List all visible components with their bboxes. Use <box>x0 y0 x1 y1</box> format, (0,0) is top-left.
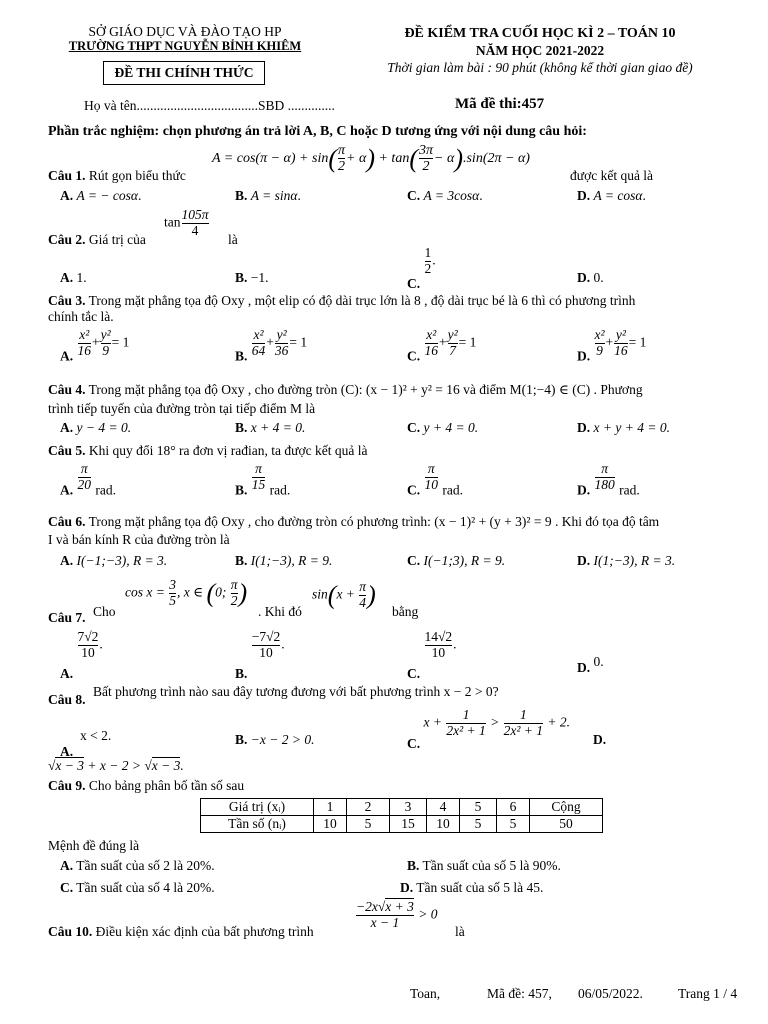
q5-option-a[interactable]: A. $\frac{\pi}{20}$ rad. <box>60 461 116 498</box>
q7-mid: . Khi đó <box>258 604 302 619</box>
q4-option-a[interactable]: A. y − 4 = 0. <box>60 420 132 435</box>
q8-option-a-text: x < 2. <box>80 728 112 743</box>
q5-option-d[interactable]: D. $\frac{\pi}{180}$ rad. <box>577 461 640 498</box>
table-cell: Cộng <box>530 799 603 816</box>
exam-code: Mã đề thi:457 <box>455 96 545 112</box>
q3-stem: Câu 3. Trong mặt phẳng tọa độ Oxy , một elip có độ dài trục lớn là 8 , độ dài trục bé là 6 thì có phương trình <box>48 293 636 308</box>
q3-option-a[interactable]: A. $\frac{\text{x²}}{16}$ + $\frac{\text{y²}}{9}$ = 1 <box>60 327 130 364</box>
table-cell: 1 <box>314 799 347 816</box>
q2-option-c[interactable]: C. $\frac{1}{2}$ . <box>407 245 436 292</box>
table-cell: 3 <box>390 799 427 816</box>
q7-cho: Cho <box>93 604 116 619</box>
exam-title: ĐỀ KIỂM TRA CUỐI HỌC KÌ 2 – TOÁN 10 <box>404 26 676 41</box>
q9-option-c[interactable]: C. Tần suất của số 4 là 20%. <box>60 880 215 895</box>
q6-stem-2: I và bán kính R của đường tròn là <box>48 532 230 547</box>
table-cell: 10 <box>314 816 347 833</box>
q6-option-d[interactable]: D. I(1;−3), R = 3. <box>577 553 676 568</box>
q5-option-b[interactable]: B. $\frac{\pi}{15}$ rad. <box>235 461 291 498</box>
table-row <box>201 799 603 816</box>
q6-stem: Câu 6. Trong mặt phẳng tọa độ Oxy , cho đường tròn có phương trình: (x − 1)² + (y + 3)² = 9 . Khi đó tọa độ tâm <box>48 514 660 529</box>
q9-option-a[interactable]: A. Tần suất của số 2 là 20%. <box>60 858 215 873</box>
q4-stem: Câu 4. Trong mặt phẳng tọa độ Oxy , cho đường tròn (C): (x − 1)² + y² = 16 và điểm M(1;−4) ∈ (C) . Phương <box>48 382 643 397</box>
footer-page: Trang 1 / 4 <box>678 986 738 1001</box>
q8-option-a[interactable]: A. <box>60 744 74 759</box>
q1-tail: được kết quả là <box>570 168 654 183</box>
table-cell: 2 <box>347 799 390 816</box>
official-exam-box: ĐỀ THI CHÍNH THỨC <box>103 61 265 85</box>
q8-option-d-text: √x − 3 + x − 2 > √x − 3. <box>48 758 184 773</box>
department-name: SỞ GIÁO DỤC VÀ ĐÀO TẠO HP <box>88 24 282 39</box>
q5-option-c[interactable]: C. $\frac{\pi}{10}$ rad. <box>407 461 463 498</box>
q1-option-d[interactable]: D. A = cosα. <box>577 188 646 203</box>
frequency-table <box>200 798 603 833</box>
q8-option-b[interactable]: B. −x − 2 > 0. <box>235 732 315 747</box>
q8-option-d[interactable]: D. <box>593 732 607 747</box>
table-cell: 5 <box>347 816 390 833</box>
q8-label: Câu 8. <box>48 692 86 707</box>
q3-option-c[interactable]: C. $\frac{\text{x²}}{16}$ + $\frac{\text{y²}}{7}$ = 1 <box>407 327 477 364</box>
q7-option-c[interactable]: C. $\frac{14√2}{10}$ . <box>407 629 457 682</box>
q7-option-a[interactable]: A. $\frac{7√2}{10}$ . <box>60 629 103 682</box>
table-cell: 5 <box>460 816 497 833</box>
q8-stem: Bất phương trình nào sau đây tương đương với bất phương trình x − 2 > 0? <box>93 684 499 699</box>
q8-option-c[interactable]: C. x + $\frac{1}{\text{2x² + 1}}$ > $\frac{1}{\text{2x² + 1}}$ + 2. <box>407 707 571 752</box>
table-header-value: Giá trị (xᵢ) <box>201 799 314 816</box>
q1-option-b[interactable]: B. A = sinα. <box>235 188 301 203</box>
table-cell: 10 <box>427 816 460 833</box>
q1-option-c[interactable]: C. A = 3cosα. <box>407 188 483 203</box>
footer-date: 06/05/2022. <box>578 986 643 1001</box>
q10-expression: $\frac{-2x√x + 3}{x - 1}$ > 0 <box>356 899 438 930</box>
q5-stem: Câu 5. Khi quy đổi 18° ra đơn vị rađian, ta được kết quả là <box>48 443 368 458</box>
q2-option-d[interactable]: D. 0. <box>577 270 604 285</box>
q7-option-d[interactable]: D. 0. <box>577 654 604 675</box>
table-cell: 15 <box>390 816 427 833</box>
table-cell: 5 <box>460 799 497 816</box>
table-cell: 5 <box>497 816 530 833</box>
instructions: Phần trắc nghiệm: chọn phương án trả lời A, B, C hoặc D tương ứng với nội dung câu hỏi: <box>48 124 587 139</box>
q2-option-a[interactable]: A. 1. <box>60 270 87 285</box>
footer-code: Mã đề: 457, <box>487 986 552 1001</box>
q3-option-b[interactable]: B. $\frac{\text{x²}}{64}$ + $\frac{\text{y²}}{36}$ = 1 <box>235 327 308 364</box>
table-cell: 6 <box>497 799 530 816</box>
footer-subject: Toan, <box>410 986 441 1001</box>
q4-stem-2: trình tiếp tuyến của đường tròn tại tiếp điểm M là <box>48 401 316 416</box>
school-name: TRƯỜNG THPT NGUYỄN BỈNH KHIÊM <box>68 39 302 53</box>
q10-tail: là <box>455 924 465 939</box>
q2-option-b[interactable]: B. −1. <box>235 270 269 285</box>
q6-option-b[interactable]: B. I(1;−3), R = 9. <box>235 553 333 568</box>
q6-option-c[interactable]: C. I(−1;3), R = 9. <box>407 553 506 568</box>
q9-prompt: Mệnh đề đúng là <box>48 838 140 853</box>
q7-given: cos x = $\frac{3}{5}$ , x ∈ (0; $\frac{\pi}{2}$ ) <box>125 577 248 608</box>
q1-option-a[interactable]: A. A = − cosα. <box>60 188 142 203</box>
table-row <box>201 816 603 833</box>
q3-stem-2: chính tắc là. <box>48 309 114 324</box>
q3-option-d[interactable]: D. $\frac{\text{x²}}{9}$ + $\frac{\text{y²}}{16}$ = 1 <box>577 327 647 364</box>
q7-option-b[interactable]: B. $\frac{-7√2}{10}$ . <box>235 629 285 682</box>
q4-option-c[interactable]: C. y + 4 = 0. <box>407 420 479 435</box>
table-cell: 4 <box>427 799 460 816</box>
q1-stem: Câu 1. Rút gọn biểu thức <box>48 168 186 183</box>
q7-tail: bằng <box>392 604 419 619</box>
q6-option-a[interactable]: A. I(−1;−3), R = 3. <box>60 553 168 568</box>
table-header-frequency: Tần số (nᵢ) <box>201 816 314 833</box>
q4-option-b[interactable]: B. x + 4 = 0. <box>235 420 306 435</box>
q7-stem: Câu 7. <box>48 610 86 625</box>
q2-tail: là <box>228 232 238 247</box>
candidate-info: Họ và tên....................................SBD .............. <box>84 98 335 113</box>
duration-note: Thời gian làm bài : 90 phút (không kể thời gian giao đề) <box>387 60 693 75</box>
q4-option-d[interactable]: D. x + y + 4 = 0. <box>577 420 670 435</box>
q10-stem: Câu 10. Điều kiện xác định của bất phương trình <box>48 924 314 939</box>
q2-stem: Câu 2. Giá trị của <box>48 232 146 247</box>
q9-option-b[interactable]: B. Tần suất của số 5 là 90%. <box>407 858 561 873</box>
q1-expression: A = cos(π − α) + sin( $\frac{\pi}{2}$ + α) + tan( $\frac{3\pi}{2}$ − α).sin(2π − α) <box>212 143 530 175</box>
school-year: NĂM HỌC 2021-2022 <box>475 43 605 58</box>
q7-expression: sin(x + $\frac{\pi}{4}$ ) <box>312 579 376 610</box>
q9-stem: Câu 9. Cho bảng phân bố tần số sau <box>48 778 245 793</box>
table-cell: 50 <box>530 816 603 833</box>
q2-expression: tan $\frac{105\pi}{4}$ <box>164 207 209 238</box>
q9-option-d[interactable]: D. Tần suất của số 5 là 45. <box>400 880 544 895</box>
